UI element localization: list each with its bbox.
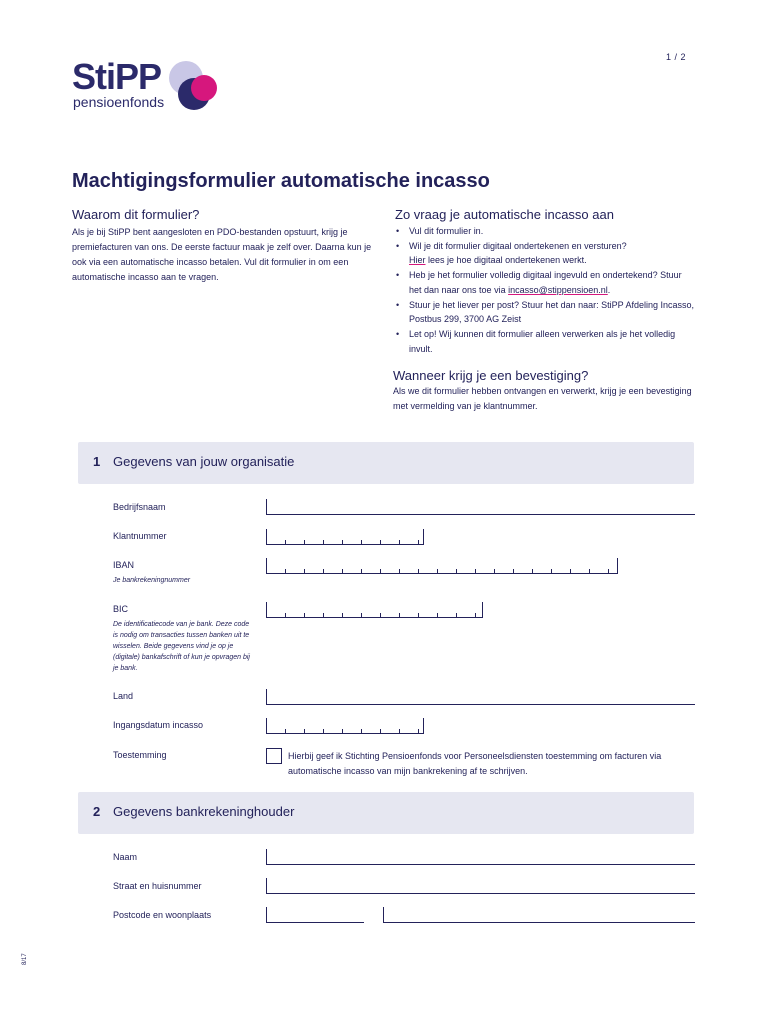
stipp-logo (72, 56, 232, 118)
page-number: 1 / 2 (666, 52, 687, 62)
why-heading: Waarom dit formulier? (72, 207, 200, 222)
confirmation-body: Als we dit formulier hebben ontvangen en verwerkt, krijg je een bevestiging met vermelding van je klantnummer. (393, 386, 692, 411)
section-number: 2 (93, 804, 101, 819)
list-item (395, 224, 695, 239)
page-title: Machtigingsformulier automatische incasso (72, 170, 490, 192)
consent-text: Hierbij geef ik Stichting Pensioenfonds voor Personeelsdiensten toestemming om facturen via automatische incasso van mijn bankrekening af te schrijven. (288, 751, 662, 776)
step-text: Stuur je het liever per post? Stuur het dan naar: StiPP Afdeling Incasso, Postbus 299, 3700 AG Zeist (409, 299, 695, 325)
step-text: Wil je dit formulier digitaal ondertekenen en versturen? (409, 240, 627, 251)
logo-subtitle: pensioenfonds (73, 94, 165, 110)
section-1-header (78, 442, 694, 484)
section-title: Gegevens bankrekeninghouder (113, 804, 295, 819)
iban-label: IBAN (113, 560, 135, 570)
section-title: Gegevens van jouw organisatie (113, 454, 295, 469)
name-field[interactable] (266, 849, 695, 865)
start-date-field[interactable] (266, 718, 424, 734)
list-item (395, 239, 695, 268)
start-date-label: Ingangsdatum incasso (113, 720, 204, 730)
iban-note: Je bankrekeningnummer (113, 577, 191, 584)
email-link[interactable]: incasso@stippensioen.nl (508, 284, 608, 295)
step-text: Vul dit formulier in. (409, 226, 484, 236)
bic-field[interactable] (266, 602, 483, 618)
how-heading: Zo vraag je automatische incasso aan (395, 207, 614, 222)
list-item (395, 298, 695, 327)
company-name-field[interactable] (266, 499, 695, 515)
step-text: Heb je het formulier volledig digitaal ingevuld en ondertekend? Stuur het dan naar ons toe via (409, 270, 682, 295)
form-code: 8/17 (22, 953, 28, 965)
digital-signing-link[interactable]: Hier (409, 255, 426, 266)
section-2-header (78, 792, 694, 834)
step-text: . (607, 284, 611, 295)
list-item (395, 268, 695, 297)
street-label: Straat en huisnummer (113, 881, 202, 891)
postcode-field[interactable] (266, 907, 364, 923)
company-name-label: Bedrijfsnaam (113, 502, 166, 512)
bic-note: De identificatiecode van je bank. Deze code is nodig om transacties tussen banken uit te wisselen. Beide gegevens vind je op je (digitale) bankafschrift of kun je opvragen bij je bank. (113, 621, 250, 672)
logo-wordmark: StiPP (72, 56, 162, 97)
consent-checkbox[interactable] (266, 748, 282, 764)
country-label: Land (113, 691, 134, 701)
bic-label: BIC (113, 604, 129, 614)
step-text: Let op! Wij kunnen dit formulier alleen verwerken als je het volledig invult. (409, 328, 676, 354)
why-body: Als je bij StiPP bent aangesloten en PDO-bestanden opstuurt, krijg je premiefacturen van ons. De eerste factuur maak je zelf over. Daarna kun je ook via een automatische incasso betalen. Vul dit formulier in om een automatische incasso aan te vragen. (72, 227, 372, 282)
list-item (395, 327, 695, 356)
consent-label: Toestemming (113, 750, 167, 760)
iban-field[interactable] (266, 558, 618, 574)
how-steps-list (395, 224, 695, 356)
confirmation-heading: Wanneer krijg je een bevestiging? (393, 368, 589, 383)
street-field[interactable] (266, 878, 695, 894)
customer-number-field[interactable] (266, 529, 424, 545)
logo-circles-icon (168, 60, 224, 112)
postcode-label: Postcode en woonplaats (113, 910, 212, 920)
city-field[interactable] (383, 907, 695, 923)
section-number: 1 (93, 454, 101, 469)
name-label: Naam (113, 852, 138, 862)
country-field[interactable] (266, 689, 695, 705)
customer-number-label: Klantnummer (113, 531, 167, 541)
step-text: lees je hoe digitaal ondertekenen werkt. (425, 255, 587, 266)
